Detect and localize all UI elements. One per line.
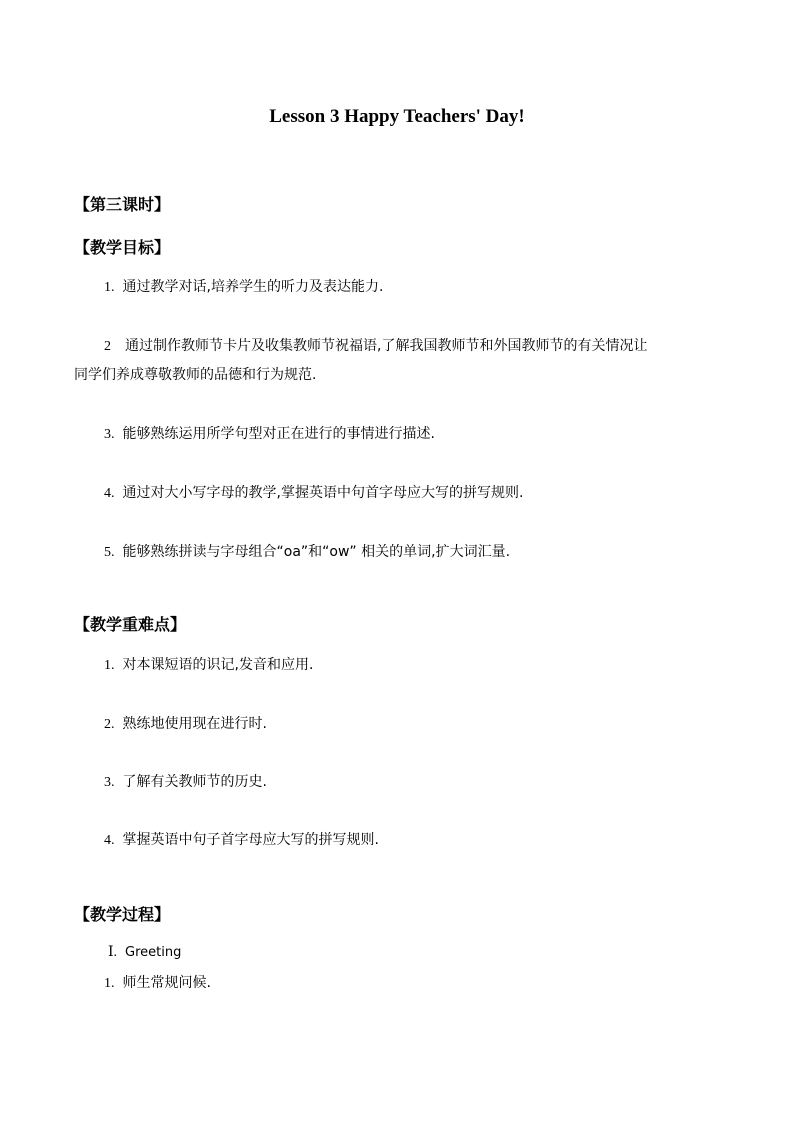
- process-item-text: 师生常规问候.: [122, 975, 211, 991]
- objective-item-4: [104, 482, 523, 502]
- key-point-number: 3.: [104, 775, 115, 790]
- key-point-text: 熟练地使用现在进行时.: [122, 716, 267, 732]
- process-item-1: [104, 972, 211, 992]
- objective-text: 通过制作教师节卡片及收集教师节祝福语,了解我国教师节和外国教师节的有关情况让: [125, 338, 648, 354]
- key-point-text: 掌握英语中句子首字母应大写的拼写规则.: [122, 832, 379, 848]
- process-step: [108, 944, 181, 961]
- objective-text: 通过对大小写字母的教学,掌握英语中句首字母应大写的拼写规则.: [122, 485, 524, 501]
- key-point-item-2: [104, 713, 267, 733]
- objective-text: 通过教学对话,培养学生的听力及表达能力.: [122, 279, 384, 295]
- objective-item-2: [104, 335, 647, 355]
- key-point-item-4: [104, 829, 379, 849]
- key-point-number: 2.: [104, 717, 115, 732]
- objective-number: 4.: [104, 486, 115, 501]
- key-points-heading: 【教学重难点】: [74, 615, 187, 634]
- objective-item-3: [104, 423, 435, 443]
- objective-number: 3.: [104, 427, 115, 442]
- objective-text: 能够熟练运用所学句型对正在进行的事情进行描述.: [122, 426, 435, 442]
- key-point-text: 对本课短语的识记,发音和应用.: [122, 657, 314, 673]
- process-step-number: Ⅰ.: [108, 945, 118, 960]
- key-point-text: 了解有关教师节的历史.: [122, 774, 267, 790]
- objective-number: 1.: [104, 280, 115, 295]
- objective-item-5: [104, 541, 510, 561]
- key-point-item-1: [104, 654, 313, 674]
- objective-text-continued: 同学们养成尊敬教师的品德和行为规范.: [74, 367, 317, 383]
- process-step-label: Greeting: [125, 945, 182, 960]
- key-point-number: 4.: [104, 833, 115, 848]
- objective-number: 5.: [104, 545, 115, 560]
- process-item-number: 1.: [104, 976, 115, 991]
- objectives-heading: 【教学目标】: [74, 238, 171, 257]
- key-point-number: 1.: [104, 658, 115, 673]
- objective-item-1: [104, 276, 383, 296]
- period-heading: 【第三课时】: [74, 195, 171, 214]
- key-point-item-3: [104, 771, 267, 791]
- objective-number: 2: [104, 339, 111, 354]
- document-title: Lesson 3 Happy Teachers' Day!: [269, 106, 525, 127]
- process-heading: 【教学过程】: [74, 905, 171, 924]
- objective-text: 能够熟练拼读与字母组合“oa”和“ow” 相关的单词,扩大词汇量.: [122, 544, 511, 560]
